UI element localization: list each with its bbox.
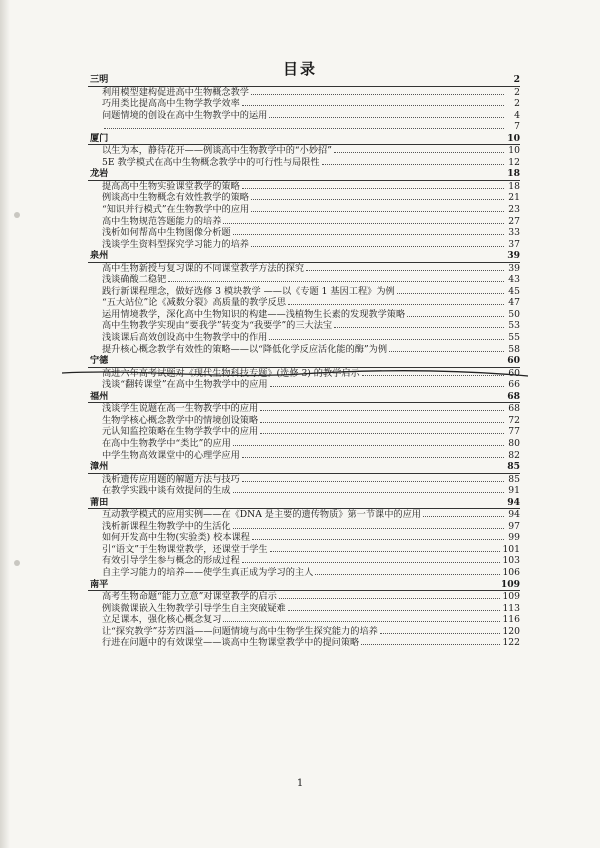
section-name: 三明 (90, 74, 109, 85)
entry-page-number: 85 (507, 461, 520, 473)
entry-title: 问题情境的创设在高中生物教学中的运用 (102, 109, 268, 121)
entry-page-number: 37 (508, 238, 520, 250)
dot-leader (233, 445, 504, 446)
dot-leader (242, 188, 504, 189)
dot-leader (288, 610, 501, 611)
toc-entry (88, 603, 520, 615)
entry-page-number: 2 (513, 74, 520, 85)
entry-title: 行进在问题中的有效课堂——谈高中生物课堂教学中的提问策略 (102, 637, 360, 649)
dot-leader (242, 562, 501, 563)
toc-entry (88, 521, 520, 533)
entry-title: “五大站位”论《减数分裂》高质量的教学反思 (102, 297, 286, 309)
entry-page-number: 109 (500, 578, 520, 590)
entry-title: 提升核心概念教学有效性的策略——以“降低化学反应活化能的酶”为例 (102, 343, 388, 355)
section-name: 莆田 (90, 496, 109, 508)
toc-entry (88, 415, 520, 427)
toc-entry (88, 110, 520, 122)
toc-entry (88, 87, 520, 99)
dot-leader (380, 633, 501, 634)
toc-entry (88, 157, 520, 169)
entry-title: 有效引导学生参与概念的形成过程 (102, 555, 240, 567)
entry-page-number: 43 (508, 274, 520, 286)
toc-entry (88, 227, 520, 239)
entry-page-number: 106 (502, 566, 520, 578)
toc-entry (88, 320, 520, 332)
page-number: 1 (296, 778, 304, 789)
entry-page-number: 109 (502, 591, 520, 603)
entry-page-number: 27 (508, 215, 520, 227)
dot-leader (423, 516, 504, 517)
entry-title: 高中生物规范答题能力的培养 (102, 215, 222, 227)
entry-title: 生物学核心概念教学中的情境创设策略 (102, 414, 259, 426)
dot-leader (269, 339, 504, 340)
entry-page-number: 68 (507, 390, 520, 402)
entry-title: 让“探究教学”芬芳四溢——问题情境与高中生物学生探究能力的培养 (102, 625, 378, 637)
entry-title: 浅谈确酸二稳钯 (102, 274, 167, 286)
entry-title: “知识并行模式”在生物教学中的应用 (102, 204, 250, 216)
entry-title: 提高高中生物实验课堂教学的策略 (102, 180, 240, 192)
entry-title: 如何开发高中生物(实验类) 校本课程 (102, 532, 250, 544)
dot-leader (279, 598, 501, 599)
table-of-contents (88, 74, 520, 649)
toc-section-heading (88, 250, 520, 263)
handwritten-underline (60, 367, 530, 381)
toc-entry (88, 626, 520, 638)
binding-hole (14, 560, 20, 566)
toc-entry (88, 544, 520, 556)
entry-page-number: 53 (508, 320, 520, 332)
dot-leader (270, 551, 501, 552)
toc-entry (88, 567, 520, 579)
entry-page-number: 23 (508, 204, 520, 216)
toc-section-heading (88, 133, 520, 146)
toc-entry (88, 297, 520, 309)
toc-entry (88, 332, 520, 344)
binding-hole (14, 212, 20, 218)
entry-page-number: 66 (508, 379, 520, 391)
dot-leader (260, 433, 504, 434)
entry-title: 高中生物新授与复习课的不同课堂教学方法的探究 (102, 262, 305, 274)
entry-page-number: 116 (502, 614, 520, 626)
entry-title: 在教学实践中谈有效提问的生成 (102, 485, 231, 497)
entry-title: 浅谈学生说题在高一生物教学中的应用 (102, 403, 259, 415)
dot-leader (251, 246, 504, 247)
dot-leader (288, 304, 504, 305)
entry-title: 元认知监控策略在生物学教学中的应用 (102, 426, 259, 438)
entry-page-number: 94 (508, 509, 520, 521)
entry-page-number: 103 (502, 555, 520, 567)
dot-leader (269, 117, 504, 118)
toc-entry (88, 121, 520, 133)
entry-page-number: 101 (502, 543, 520, 555)
entry-page-number: 10 (508, 145, 520, 157)
section-name: 福州 (90, 390, 109, 402)
toc-entry (88, 614, 520, 626)
page-title: 目录 (282, 60, 317, 78)
dot-leader (242, 481, 504, 482)
entry-page-number: 39 (508, 262, 520, 274)
entry-page-number: 113 (502, 602, 520, 614)
dot-leader (260, 422, 504, 423)
dot-leader (361, 644, 500, 645)
dot-leader (270, 386, 504, 387)
entry-page-number: 21 (508, 192, 520, 204)
entry-title: 立足课本，强化核心概念复习 (102, 614, 222, 626)
dot-leader (407, 316, 504, 317)
entry-title: 浅析新课程生物教学中的生活化 (102, 520, 231, 532)
entry-page-number: 47 (508, 297, 520, 309)
dot-leader (233, 234, 504, 235)
entry-page-number: 2 (514, 98, 520, 110)
toc-entry (88, 145, 520, 157)
entry-title: 运用情境教学，深化高中生物知识的构建——浅植物生长素的发现教学策略 (102, 308, 406, 320)
toc-section-heading (88, 391, 520, 404)
scan-shadow-edge (0, 0, 10, 848)
toc-entry (88, 438, 520, 450)
entry-title: 引“语文”于生物课堂教学，还课堂于学生 (102, 543, 268, 555)
entry-title: 巧用类比提高高中生物学教学效率 (102, 98, 240, 110)
entry-page-number: 10 (507, 132, 520, 144)
dot-leader (223, 621, 500, 622)
entry-page-number: 4 (514, 109, 520, 121)
toc-entry (88, 532, 520, 544)
entry-page-number: 60 (507, 355, 520, 367)
entry-page-number: 80 (508, 437, 520, 449)
toc-entry (88, 450, 520, 462)
dot-leader (223, 223, 504, 224)
dot-leader (252, 539, 504, 540)
entry-page-number: 122 (502, 637, 520, 649)
entry-page-number: 12 (508, 156, 520, 168)
entry-page-number: 7 (514, 121, 520, 133)
dot-leader (397, 293, 504, 294)
dot-leader (233, 492, 504, 493)
dot-leader (306, 270, 504, 271)
entry-page-number: 72 (508, 414, 520, 426)
toc-entry (88, 286, 520, 298)
dot-leader (104, 128, 504, 129)
entry-title: 5E 教学模式在高中生物概念教学中的可行性与局限性 (102, 156, 320, 168)
entry-title: 以生为本，静待花开——例谈高中生物教学中的“小妙招” (102, 145, 332, 157)
dot-leader (251, 94, 504, 95)
toc-entry (88, 403, 520, 415)
toc-entry (88, 474, 520, 486)
entry-title: 高进六年高考试题对《现代生物科技专题》(选修 3) 的教学启示 (102, 367, 360, 379)
dot-leader (242, 457, 504, 458)
entry-page-number: 60 (508, 367, 520, 379)
toc-entry (88, 98, 520, 110)
entry-title: 例谈微课嵌入生物教学引导学生自主突破疑难 (102, 602, 286, 614)
toc-entry (88, 555, 520, 567)
dot-leader (334, 152, 504, 153)
toc-entry (88, 509, 520, 521)
entry-title: 利用模型建构促进高中生物概念教学 (102, 86, 249, 98)
section-name: 龙岩 (90, 168, 109, 180)
toc-entry (88, 344, 520, 356)
entry-title: 在高中生物教学中“类比”的应用 (102, 437, 231, 449)
toc-section-heading (88, 168, 520, 181)
dot-leader (168, 281, 504, 282)
entry-page-number: 68 (508, 403, 520, 415)
section-name: 宁德 (90, 355, 109, 367)
entry-title: 践行新课程理念，做好选修 3 模块教学 ——以《专题 1 基因工程》为例 (102, 285, 395, 297)
dot-leader (322, 164, 504, 165)
dot-leader (260, 410, 504, 411)
toc-entry (88, 204, 520, 216)
dot-leader (334, 327, 504, 328)
entry-page-number: 99 (508, 532, 520, 544)
toc-entry (88, 591, 520, 603)
entry-page-number: 55 (508, 332, 520, 344)
entry-page-number: 97 (508, 520, 520, 532)
entry-page-number: 82 (508, 449, 520, 461)
entry-page-number: 2 (514, 86, 520, 98)
entry-title: 互动教学模式的应用实例——在《DNA 是主要的遗传物质》第一节课中的应用 (102, 509, 421, 521)
toc-entry (88, 239, 520, 251)
section-name: 厦门 (90, 132, 109, 144)
entry-page-number: 58 (508, 343, 520, 355)
entry-title: 浅析遗传应用题的解题方法与技巧 (102, 473, 240, 485)
dot-leader (389, 351, 504, 352)
entry-title: 浅析如何帮高中生物图像分析题 (102, 227, 231, 239)
dot-leader (251, 211, 504, 212)
toc-entry (88, 274, 520, 286)
toc-section-heading (88, 74, 520, 87)
toc-entry (88, 216, 520, 228)
entry-page-number: 94 (507, 496, 520, 508)
entry-title: 浅谈课后高效创设高中生物教学中的作用 (102, 332, 268, 344)
section-name: 南平 (90, 578, 109, 590)
entry-page-number: 120 (502, 625, 520, 637)
entry-title: 高中生物教学实现由“要我学”转变为“我要学”的三大法宝 (102, 320, 333, 332)
entry-page-number: 85 (508, 473, 520, 485)
dot-leader (315, 574, 500, 575)
entry-page-number: 33 (508, 227, 520, 239)
toc-entry (88, 181, 520, 193)
toc-entry (88, 637, 520, 649)
entry-title: 例谈高中生物概念有效性教学的策略 (102, 192, 249, 204)
toc-section-heading (88, 355, 520, 368)
dot-leader (251, 199, 504, 200)
toc-section-heading (88, 497, 520, 510)
entry-page-number: 45 (508, 285, 520, 297)
dot-leader (242, 105, 504, 106)
section-name: 泉州 (90, 250, 109, 262)
entry-page-number: 91 (508, 485, 520, 497)
entry-title: 高考生物命题“能力立意”对课堂教学的启示 (102, 591, 277, 603)
entry-page-number: 18 (508, 180, 520, 192)
entry-page-number: 50 (508, 308, 520, 320)
entry-title: 浅谈学生资料型探究学习能力的培养 (102, 238, 249, 250)
toc-entry (88, 263, 520, 275)
toc-section-heading (88, 579, 520, 592)
toc-entry (88, 192, 520, 204)
entry-page-number: 18 (507, 168, 520, 180)
entry-page-number: 77 (508, 426, 520, 438)
entry-title: 浅谈“翻转课堂”在高中生物教学中的应用 (102, 379, 268, 391)
entry-page-number: 39 (507, 250, 520, 262)
toc-entry (88, 485, 520, 497)
dot-leader (233, 528, 504, 529)
section-name: 漳州 (90, 461, 109, 473)
toc-entry (88, 426, 520, 438)
entry-title: 自主学习能力的培养——使学生真正成为学习的主人 (102, 566, 314, 578)
entry-title: 中学生物高效课堂中的心理学应用 (102, 449, 240, 461)
toc-section-heading (88, 461, 520, 474)
toc-entry (88, 309, 520, 321)
